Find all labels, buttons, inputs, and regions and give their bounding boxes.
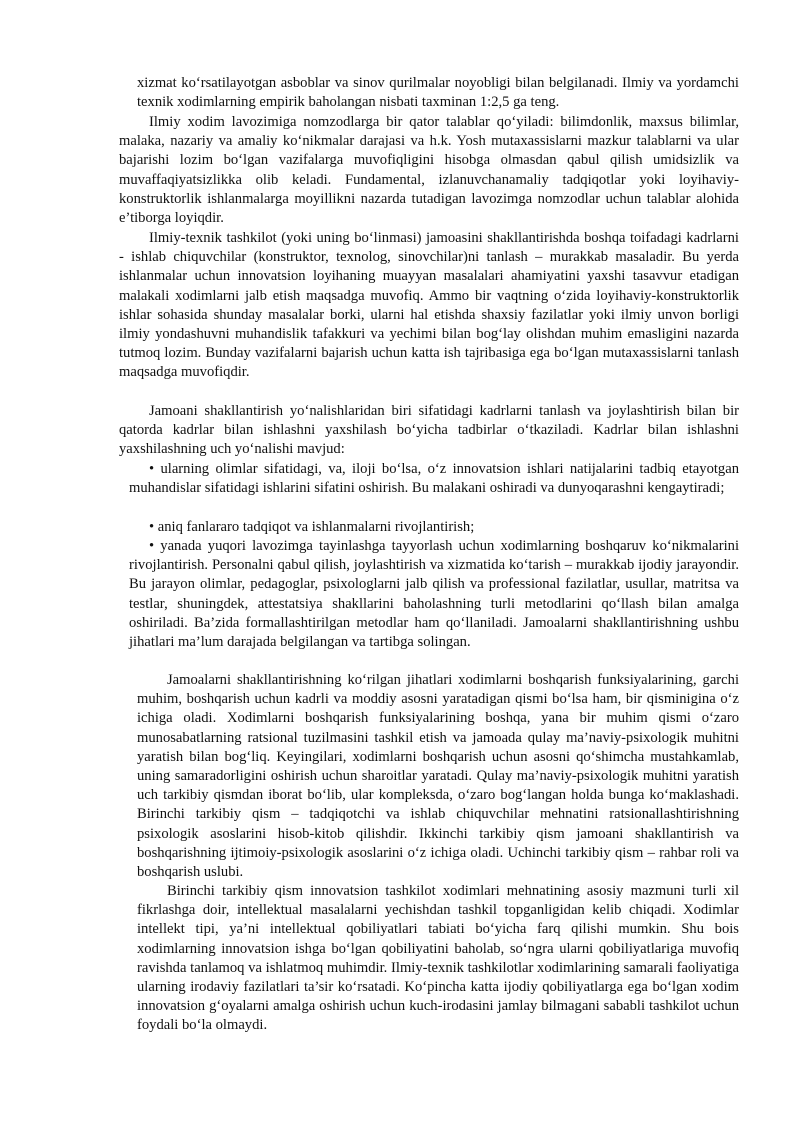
bullet-item-2: • aniq fanlararo tadqiqot va ishlanmalarni rivojlantirish; (149, 519, 475, 535)
paragraph-continuation: xizmat ko‘rsatilayotgan asboblar va sinov qurilmalar noyobligi bilan belgilanadi. Ilmiy va yordamchi texnik xodimlarning empirik baholangan nisbati taxminan 1:2,5 ga teng. (137, 75, 739, 111)
paragraph-team-formation: Ilmiy-texnik tashkilot (yoki uning bo‘linmasi) jamoasini shakllantirishda boshqa toifadagi kadrlarni - ishlab chiquvchilar (konstruktor, texnolog, sinovchilar)ni tanlash – murakkab masaladir. Bu yerda ishlanmalar uchun innovatsion loyihaning muayyan masalalari ahamiyatini yaxshi tasavvur etadigan malakali xodimlarni jalb etish maqsadga muvofiq. Ammo bir vaqtning o‘zida loyihaviy-konstruktorlik ishlar sohasida shunday masalalar borki, ularni hal etishda shaxsiy fazilatlar yoki ilmiy unvon borligi ilmiy yondashuvni muhandislik tafakkuri va yechimi bilan bog‘lay olishdan muhim emasligini nazarda tutmoq lozim. Bunday vazifalarni bajarish uchun katta ish tajribasiga ega bo‘lgan mutaxassislarni tanlash maqsadga muvofiqdir. (119, 230, 739, 381)
paragraph-management-functions: Jamoalarni shakllantirishning ko‘rilgan jihatlari xodimlarni boshqarish funksiyalarining, garchi muhim, boshqarish uchun kadrli va moddiy asosni yaratadigan qismi bo‘lsa ham, bir qisminigina o‘z ichiga oladi. Xodimlarni boshqarish funksiyalarining boshqa, yana bir muhim qismi o‘zaro munosabatlarning ratsional tuzilmasini tashkil etish va jamoada qulay ma’naviy-psixologik muhitni yaratish bilan bog‘liq. Keyingilari, xodimlarni boshqarish uchun asosni qo‘shimcha mustahkamlab, uning samaradorligini oshirish uchun sharoitlar yaratadi. Qulay ma’naviy-psixologik muhitni yaratish uch tarkibiy qismdan iborat bo‘lib, ular kompleksda, o‘zaro bog‘langan holda bunga ko‘maklashadi. Birinchi tarkibiy qism – tadqiqotchi va ishlab chiquvchilar mehnatini ratsionallashtirishning psixologik asoslarini hisob-kitob qilishdir. Ikkinchi tarkibiy qism jamoani shakllantirish va boshqarishning ijtimoiy-psixologik asoslarini o‘z ichiga oladi. Uchinchi tarkibiy qism – rahbar roli va boshqarish uslubi. (137, 672, 739, 881)
paragraph-first-component: Birinchi tarkibiy qism innovatsion tashkilot xodimlari mehnatining asosiy mazmuni turli xil fikrlashga doir, intellektual masalalarni yechishdan tashkil topganligidan kelib chiqadi. Xodimlar intellekt tipi, ya’ni intellektual qobiliyatlari tabiati bo‘yicha farq qilishi mumkin. Shu bois xodimlarning innovatsion ishga bo‘lgan qobiliyatini baholab, so‘ngra ularni qobiliyatlariga muvofiq ravishda tanlamoq va ishlatmoq muhimdir. Ilmiy-texnik tashkilotlar xodimlarining samarali faoliyatiga ularning irodaviy fazilatlari ta’sir ko‘rsatadi. Ko‘pincha katta ijodiy qobiliyatlarga ega bo‘lgan xodim innovatsion g‘oyalarni amalga oshirish uchun kuch-irodasini jamlay bilmagani sababli tashkilot uchun foydali bo‘la olmaydi. (137, 883, 739, 1034)
bullet-item-1: • ularning olimlar sifatidagi, va, iloji bo‘lsa, o‘z innovatsion ishlari natijalarini tadbiq etayotgan muhandislar sifatidagi ishlarini sifatini oshirish. Bu malakani oshiradi va dunyoqarashni kengaytiradi; (129, 461, 739, 497)
bullet-item-3: • yanada yuqori lavozimga tayinlashga tayyorlash uchun xodimlarning boshqaruv ko‘nikmalarini rivojlantirish. Personalni qabul qilish, joylashtirish va xizmatida ko‘tarish – murakkab ijodiy jarayondir. Bu jarayon olimlar, pedagoglar, psixologlarni jalb qilish va professional fazilatlar, usullar, matritsa va testlar, shuningdek, attestatsiya shakllarini baholashning turli metodlarini qo‘llash bilan amalga oshiriladi. Ba’zida formallashtirilgan metodlar ham qo‘llaniladi. Jamoalarni shakllantirishning ushbu jihatlari ma’lum darajada belgilangan va tartibga solingan. (129, 538, 739, 651)
paragraph-hr-directions: Jamoani shakllantirish yo‘nalishlaridan biri sifatidagi kadrlarni tanlash va joylashtirish bilan bir qatorda kadrlar bilan ishlashni yaxshilash bo‘yicha tadbirlar o‘tkaziladi. Kadrlar bilan ishlashni yaxshilashning uch yo‘nalishi mavjud: (119, 403, 739, 458)
paragraph-requirements: Ilmiy xodim lavozimiga nomzodlarga bir qator talablar qo‘yiladi: bilimdonlik, maxsus bilimlar, malaka, nazariy va amaliy ko‘nikmalar darajasi va h.k. Yosh mutaxassislarni mazkur talablarni va ular bajarishi lozim bo‘lgan vazifalarga muvofiqligini hisobga olmasdan qabul qilish umidsizlik va muvaffaqiyatsizlikka olib keladi. Fundamental, izlanuvchanamaliy tadqiqotlar yoki loyihaviy-konstruktorlik ishlanmalarga moyillikni nazarda tutadigan lavozimga nomzodlar uchun talablar alohida e’tiborga loyiqdir. (119, 114, 739, 227)
